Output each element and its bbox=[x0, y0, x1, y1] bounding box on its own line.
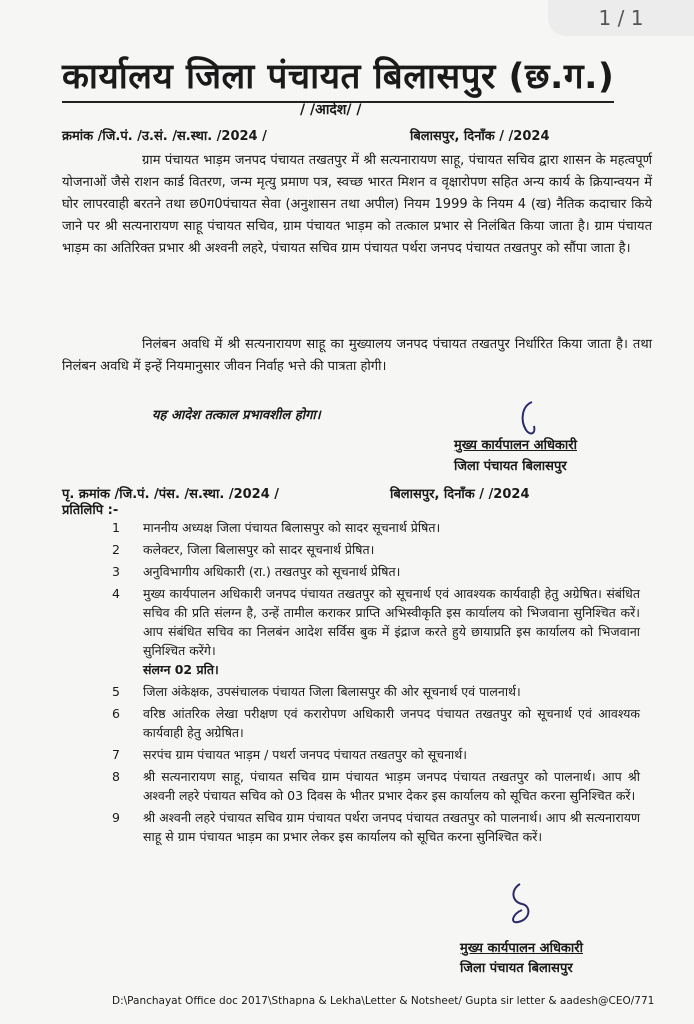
list-item bbox=[40, 562, 640, 581]
item-number: 9 bbox=[112, 810, 120, 825]
signature1-office bbox=[454, 456, 567, 474]
order-place-date: बिलासपुर, दिनाँक / /2024 bbox=[410, 129, 550, 144]
body-paragraph-2 bbox=[62, 334, 652, 378]
list-item bbox=[40, 808, 640, 846]
list-item bbox=[40, 745, 640, 764]
item-text: श्री सत्यनारायण साहू, पंचायत सचिव ग्राम पंचायत भाड़म जनपद पंचायत तखतपुर को पालनार्थ। आप श्री अश्वनी लहरे पंचायत सचिव को 03 दिवस के भीतर प्रभार देकर इस कार्यालय को सूचित करना सुनिश्चित करें। bbox=[143, 769, 640, 803]
signature2-office bbox=[460, 958, 573, 976]
body-paragraph-1 bbox=[62, 150, 652, 260]
order-number: क्रमांक /जि.पं. /उ.सं. /स.स्था. /2024 / bbox=[62, 129, 267, 144]
item-number: 6 bbox=[112, 706, 120, 721]
list-item bbox=[40, 767, 640, 805]
signature2-designation bbox=[460, 938, 583, 956]
effect-statement: यह आदेश तत्काल प्रभावशील होगा। bbox=[152, 408, 321, 423]
item-text: माननीय अध्यक्ष जिला पंचायत बिलासपुर को सादर सूचनार्थ प्रेषित। bbox=[143, 520, 441, 535]
paragraph-text: ग्राम पंचायत भाड़म जनपद पंचायत तखतपुर में श्री सत्यनारायण साहू, पंचायत सचिव द्वारा शासन के महत्वपूर्ण योजनाओं जैसे राशन कार्ड वितरण, जन्म मृत्यु प्रमाण पत्र, स्वच्छ भारत मिशन व वृक्षारोपण सहित अन्य कार्य के क्रियान्वयन में घोर लापरवाही बरतने तथा छ0ग0पंचायत सेवा (अनुशासन तथा अपील) नियम 1999 के नियम 4 (ख) नैतिक कदाचार किये जाने पर श्री सत्यनारायण साहू पंचायत सचिव, ग्राम पंचायत भाड़म को तत्काल प्रभार से निलंबित किया जाता है। ग्राम पंचायत भाड़म का अतिरिक्त प्रभार श्री अश्वनी लहरे, पंचायत सचिव ग्राम पंचायत पर्थरा जनपद पंचायत तखतपुर को सौंपा जाता है। bbox=[62, 153, 652, 256]
item-text: वरिष्ठ आंतरिक लेखा परीक्षण एवं करारोपण अधिकारी जनपद पंचायत तखतपुर को सूचनार्थ एवं आवश्यक कार्यवाही हेतु अग्रेषित। bbox=[143, 706, 640, 740]
item-number: 7 bbox=[112, 747, 120, 762]
signature-scribble-icon bbox=[502, 880, 538, 928]
list-item bbox=[40, 704, 640, 742]
item-number: 8 bbox=[112, 769, 120, 784]
cc-list bbox=[40, 518, 640, 849]
list-item bbox=[40, 584, 640, 679]
item-number: 3 bbox=[112, 564, 120, 579]
item-number: 2 bbox=[112, 542, 120, 557]
item-body bbox=[143, 584, 640, 679]
designation-text: मुख्य कार्यपालन अधिकारी bbox=[454, 438, 577, 453]
office-text: जिला पंचायत बिलासपुर bbox=[460, 961, 573, 976]
file-path-footer: D:\Panchayat Office doc 2017\Sthapna & Lekha\Letter & Notsheet/ Gupta sir letter & aadesh@CEO/771 bbox=[112, 995, 655, 1007]
item-number: 1 bbox=[112, 520, 120, 535]
paragraph-text: निलंबन अवधि में श्री सत्यनारायण साहू का मुख्यालय जनपद पंचायत तखतपुर निर्धारित किया जाता है। तथा निलंबन अवधि में इन्हें नियमानुसार जीवन निर्वाह भत्ते की पात्रता होगी। bbox=[62, 337, 652, 374]
signature1-designation bbox=[454, 435, 577, 453]
item-text: मुख्य कार्यपालन अधिकारी जनपद पंचायत तखतपुर को सूचनार्थ एवं आवश्यक कार्यवाही हेतु अग्रेषित। संबंधित सचिव की प्रति संलग्न है, उन्हें तामील कराकर प्राप्ति अभिस्वीकृति इस कार्यालय को भिजवाना सुनिश्चित करें। आप संबंधित सचिव का निलबंन आदेश सर्विस बुक में इंद्राज करते हुये छायाप्रति इस कार्यालय को भिजवाना सुनिश्चित करेंगे। bbox=[143, 586, 640, 658]
letterhead-title: कार्यालय जिला पंचायत बिलासपुर (छ.ग.) bbox=[62, 52, 614, 103]
list-item bbox=[40, 682, 640, 701]
signature-initials-icon bbox=[512, 400, 546, 440]
list-item bbox=[40, 518, 640, 537]
item-text: सरपंच ग्राम पंचायत भाड़म / पथर्रा जनपद पंचायत तखतपुर को सूचनार्थ। bbox=[143, 747, 467, 762]
attachment-note: संलग्न 02 प्रति। bbox=[143, 662, 219, 677]
item-number: 5 bbox=[112, 684, 120, 699]
item-text: कलेक्टर, जिला बिलासपुर को सादर सूचनार्थ प्रेषित। bbox=[143, 542, 375, 557]
item-text: जिला अंकेक्षक, उपसंचालक पंचायत जिला बिलासपुर की ओर सूचनार्थ एवं पालनार्थ। bbox=[143, 684, 521, 699]
item-text: श्री अश्वनी लहरे पंचायत सचिव ग्राम पंचायत पर्थरा जनपद पंचायत तखतपुर को पालनार्थ। आप श्री सत्यनारायण साहू से ग्राम पंचायत भाड़म का प्रभार लेकर इस कार्यालय को सूचित करना सुनिश्चित करें। bbox=[143, 810, 640, 844]
office-text: जिला पंचायत बिलासपुर bbox=[454, 459, 567, 474]
order-label: / /आदेश/ / bbox=[300, 102, 362, 118]
page-indicator: 1 / 1 bbox=[548, 0, 694, 36]
item-text: अनुविभागीय अधिकारी (रा.) तखतपुर को सूचनार्थ प्रेषित। bbox=[143, 564, 401, 579]
designation-text: मुख्य कार्यपालन अधिकारी bbox=[460, 941, 583, 956]
item-number: 4 bbox=[112, 586, 120, 601]
copy-place-date: बिलासपुर, दिनाँक / /2024 bbox=[390, 487, 530, 502]
list-item bbox=[40, 540, 640, 559]
copy-number: पृ. क्रमांक /जि.पं. /पंस. /स.स्था. /2024 / bbox=[62, 487, 280, 502]
copy-label: प्रतिलिपि :- bbox=[62, 503, 119, 518]
